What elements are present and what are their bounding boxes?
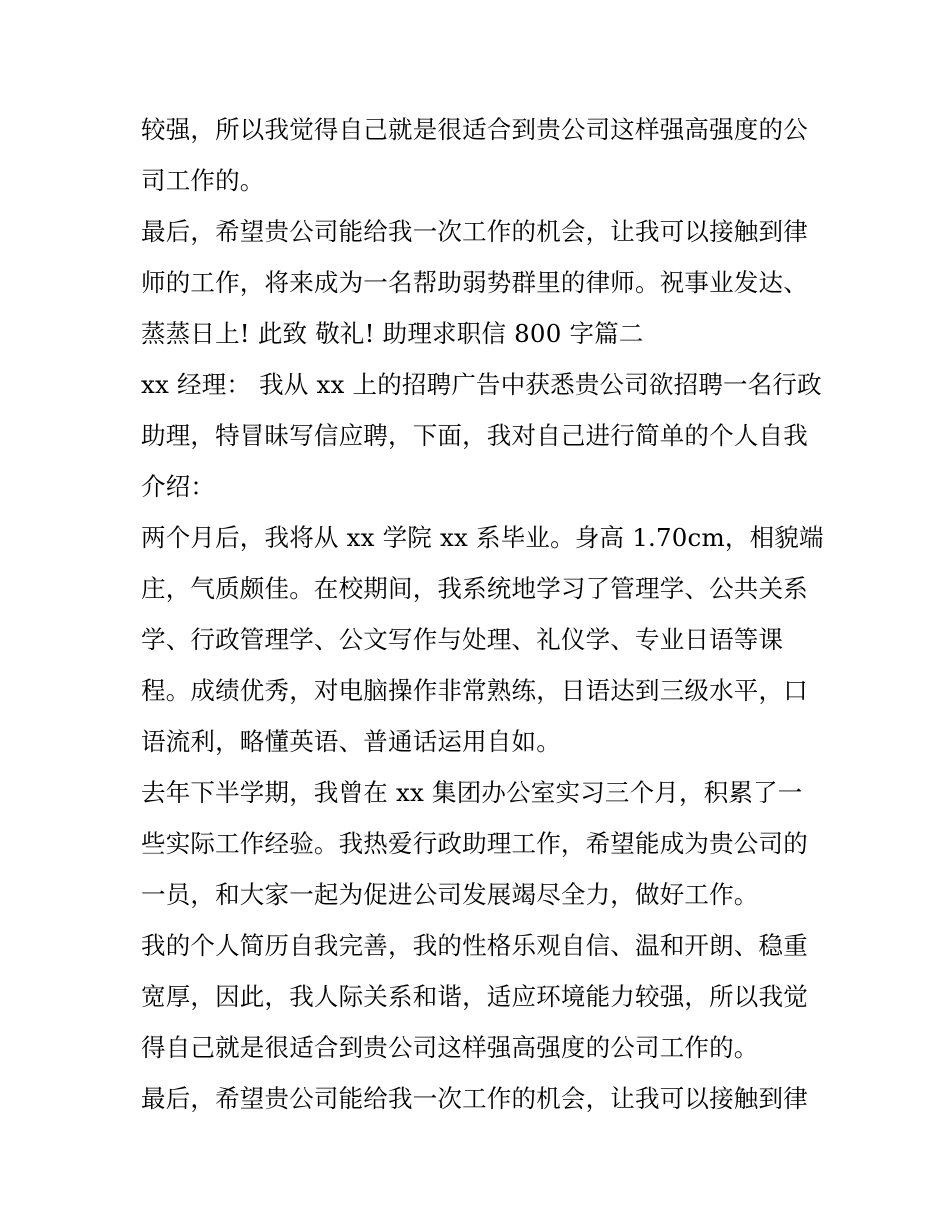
text-line: 蒸蒸日上! 此致 敬礼! 助理求职信 800 字篇二 [141, 319, 644, 348]
text-line: 师的工作，将来成为一名帮助弱势群里的律师。祝事业发达、 [141, 268, 808, 297]
text-line: 介绍： [141, 472, 216, 501]
text-line: xx 经理： 我从 xx 上的招聘广告中获悉贵公司欲招聘一名行政 [141, 370, 822, 399]
text-line: 最后，希望贵公司能给我一次工作的机会，让我可以接触到律 [141, 1084, 808, 1113]
document-body [141, 104, 824, 1124]
text-line: 助理，特冒昧写信应聘，下面，我对自己进行简单的个人自我 [141, 421, 808, 450]
text-line: 程。成绩优秀，对电脑操作非常熟练，日语达到三级水平，口 [141, 676, 808, 705]
text-line: 我的个人简历自我完善，我的性格乐观自信、温和开朗、稳重 [141, 931, 808, 960]
text-line: 得自己就是很适合到贵公司这样强高强度的公司工作的。 [141, 1033, 759, 1062]
text-line: 一员，和大家一起为促进公司发展竭尽全力，做好工作。 [141, 880, 759, 909]
paragraph-3 [141, 359, 822, 512]
text-line: 最后，希望贵公司能给我一次工作的机会，让我可以接触到律 [141, 217, 808, 246]
text-line: 司工作的。 [141, 166, 265, 195]
text-line: 宽厚，因此，我人际关系和谐，适应环境能力较强，所以我觉 [141, 982, 808, 1011]
text-line: 去年下半学期，我曾在 xx 集团办公室实习三个月，积累了一 [141, 778, 803, 807]
text-line: 学、行政管理学、公文写作与处理、礼仪学、专业日语等课 [141, 625, 784, 654]
text-line: 些实际工作经验。我热爱行政助理工作，希望能成为贵公司的 [141, 829, 808, 858]
paragraph-2 [141, 206, 813, 359]
paragraph-7 [141, 1073, 813, 1124]
paragraph-6 [141, 920, 813, 1073]
text-line: 庄，气质颇佳。在校期间，我系统地学习了管理学、公共关系 [141, 574, 808, 603]
paragraph-5 [141, 767, 813, 920]
paragraph-1 [141, 104, 813, 206]
text-line: 较强，所以我觉得自己就是很适合到贵公司这样强高强度的公 [141, 115, 808, 144]
paragraph-4 [141, 512, 824, 767]
text-line: 两个月后，我将从 xx 学院 xx 系毕业。身高 1.70cm，相貌端 [141, 523, 824, 552]
text-line: 语流利，略懂英语、普通话运用自如。 [141, 727, 561, 756]
